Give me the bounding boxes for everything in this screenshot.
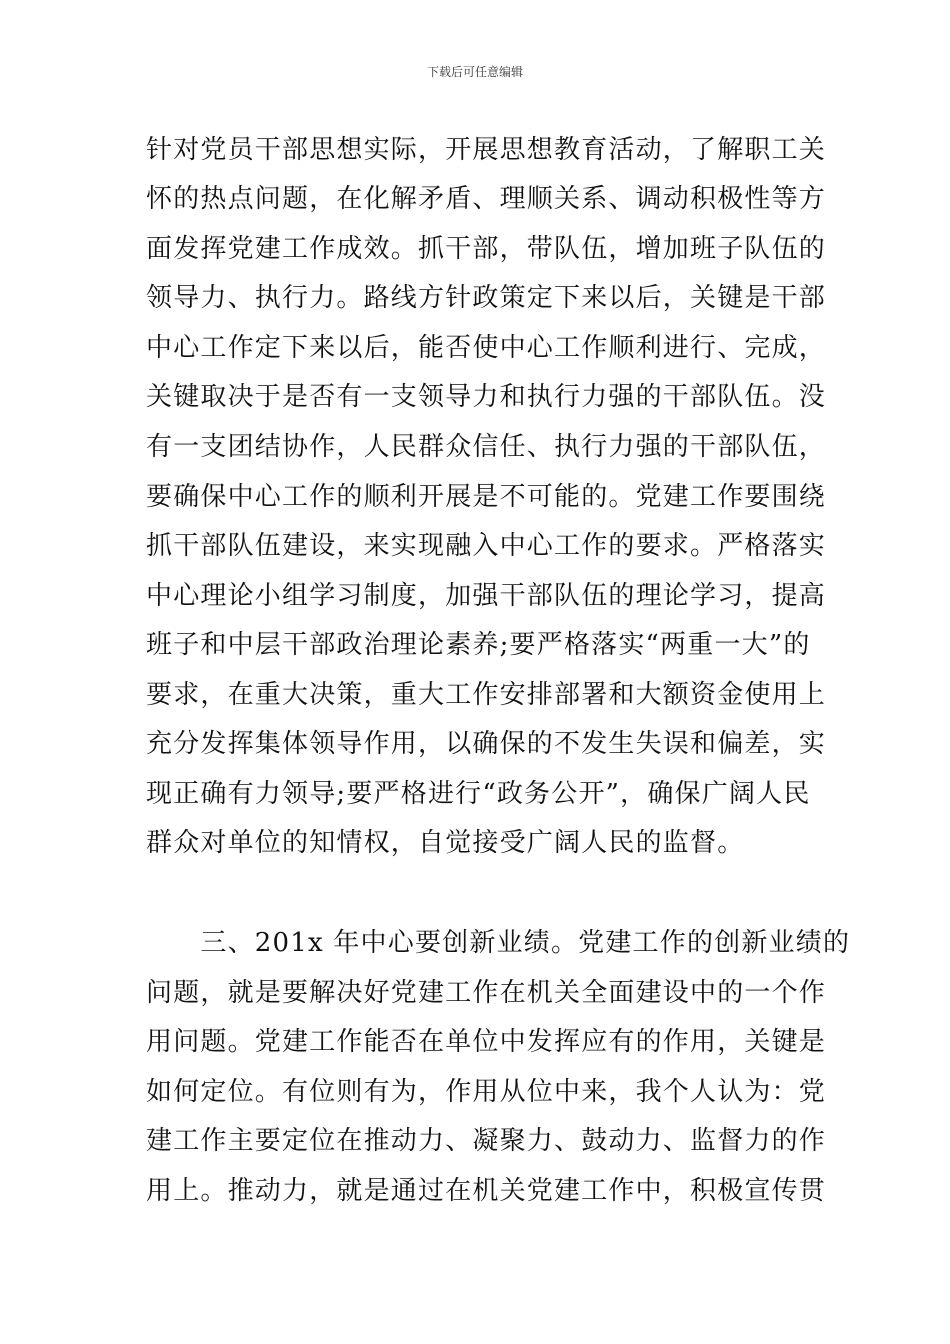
- paragraph-2-line: 如何定位。有位则有为，作用从位中来，我个人认为：党: [146, 1077, 827, 1107]
- paragraph-1-line: 怀的热点问题，在化解矛盾、理顺关系、调动积极性等方: [146, 184, 827, 214]
- paragraph-1-line: 要确保中心工作的顺利开展是不可能的。党建工作要围绕: [146, 482, 827, 512]
- paragraph-2-line: 用问题。党建工作能否在单位中发挥应有的作用，关键是: [146, 1027, 827, 1057]
- paragraph-2-line: 问题，就是要解决好党建工作在机关全面建设中的一个作: [146, 978, 827, 1008]
- paragraph-1-line: 群众对单位的知情权，自觉接受广阔人民的监督。: [146, 828, 745, 858]
- paragraph-1-line: 要求，在重大决策，重大工作安排部署和大额资金使用上: [146, 680, 827, 710]
- paragraph-1-line: 面发挥党建工作成效。抓干部，带队伍，增加班子队伍的: [146, 234, 827, 264]
- paragraph-1-line: 抓干部队伍建设，来实现融入中心工作的要求。严格落实: [146, 531, 827, 561]
- paragraph-1-line: 充分发挥集体领导作用，以确保的不发生失误和偏差，实: [146, 729, 827, 759]
- paragraph-2-line: 三、201x 年中心要创新业绩。党建工作的创新业绩的: [146, 928, 851, 958]
- paragraph-1-line: 针对党员干部思想实际，开展思想教育活动，了解职工关: [146, 135, 827, 165]
- paragraph-1-line: 领导力、执行力。路线方针政策定下来以后，关键是干部: [146, 283, 827, 313]
- page-header: 下载后可任意编辑: [426, 65, 523, 79]
- paragraph-1-line: 中心工作定下来以后，能否使中心工作顺利进行、完成，: [146, 333, 827, 363]
- paragraph-1-line: 关键取决于是否有一支领导力和执行力强的干部队伍。没: [146, 382, 827, 412]
- paragraph-1-line: 有一支团结协作，人民群众信任、执行力强的干部队伍，: [146, 432, 827, 462]
- paragraph-1-line: 现正确有力领导;要严格进行“政务公开”，确保广阔人民: [146, 779, 811, 809]
- paragraph-2-line: 建工作主要定位在推动力、凝聚力、鼓动力、监督力的作: [146, 1126, 827, 1156]
- paragraph-1-line: 中心理论小组学习制度，加强干部队伍的理论学习，提高: [146, 581, 827, 611]
- paragraph-1-line: 班子和中层干部政治理论素养;要严格落实“两重一大”的: [146, 630, 811, 660]
- paragraph-2-line: 用上。推动力，就是通过在机关党建工作中，积极宣传贯: [146, 1176, 827, 1206]
